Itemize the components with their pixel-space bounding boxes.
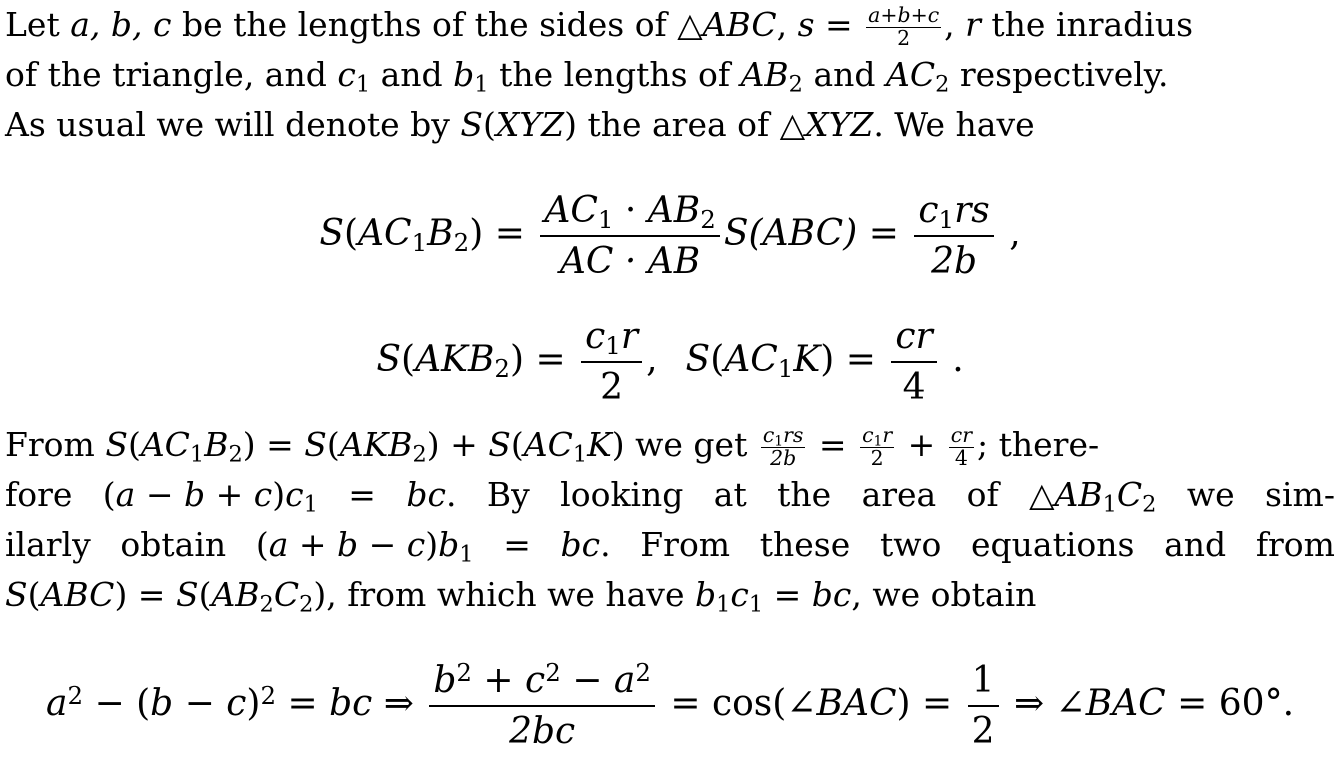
math-var: ABC (40, 575, 115, 614)
paragraph-2-line-2 (5, 470, 1335, 520)
subscript: 1 (411, 228, 428, 258)
one-half-fraction (968, 658, 999, 754)
math-var: AC (886, 55, 936, 94)
math-var: AC (724, 339, 778, 380)
subscript: 2 (494, 354, 510, 384)
subscript: 1 (605, 331, 621, 361)
equation-3 (0, 658, 1340, 754)
superscript: 2 (635, 657, 651, 687)
word: and (1164, 525, 1227, 564)
fraction-numerator (761, 423, 806, 450)
math-var: K (793, 339, 821, 380)
punctuation: . (940, 339, 964, 380)
math-var: r (620, 316, 639, 357)
math-var: S (723, 213, 749, 254)
operator: − ( (83, 683, 151, 724)
subscript: 1 (716, 591, 731, 618)
fraction-numerator: cr (891, 314, 936, 363)
c1rs-fraction (914, 188, 993, 284)
math-var: C (1116, 475, 1143, 514)
math-var: a (45, 683, 68, 724)
paren: ) (246, 683, 261, 724)
paren: ( (326, 425, 340, 464)
subscript: 1 (774, 433, 784, 450)
paren: ( (255, 525, 269, 564)
paren: ( (344, 213, 359, 254)
math-var: AB (211, 575, 260, 614)
math-var: bc (560, 525, 601, 564)
word: these (759, 525, 851, 564)
math-var: S (105, 425, 128, 464)
subscript: 2 (453, 228, 470, 258)
math-var: AKB (415, 339, 495, 380)
paren: ) (425, 525, 439, 564)
fraction-denominator: 2b (770, 445, 797, 470)
math-var: ABC (702, 5, 777, 44)
implies-symbol: ⇒ ∠ (1002, 683, 1086, 724)
paragraph-1-line-3 (5, 100, 1335, 150)
operator: + (471, 660, 526, 701)
fraction-numerator (914, 188, 993, 237)
math-var: AC (523, 425, 573, 464)
math-var: S (304, 425, 327, 464)
word: of (966, 475, 999, 514)
equation-1 (0, 188, 1340, 284)
expression (103, 470, 318, 520)
paragraph-2-line-1 (5, 420, 1335, 470)
text: ) the area of △ (564, 105, 806, 144)
text: Let (5, 5, 71, 44)
operator: ) = (896, 683, 964, 724)
fraction-denominator: 2 (971, 711, 995, 752)
subscript: 1 (597, 205, 614, 235)
math-var: S (319, 213, 344, 254)
math-var: AC (544, 190, 598, 231)
superscript: 2 (67, 680, 84, 710)
operator: ) + (426, 425, 489, 464)
text: From (5, 425, 106, 464)
fraction-denominator: 2 (897, 25, 911, 50)
math-var: (ABC) (748, 213, 858, 254)
math-var: a (613, 660, 636, 701)
word: at (713, 475, 747, 514)
fraction-denominator: 4 (902, 367, 926, 408)
paren: ( (102, 475, 116, 514)
subscript: 1 (355, 71, 371, 98)
c1rs-inline-fraction (761, 425, 806, 469)
math-var: S (5, 575, 28, 614)
math-var: AB (647, 190, 701, 231)
subscript: 2 (700, 205, 716, 235)
superscript: 2 (456, 657, 472, 687)
operator: − (560, 660, 614, 701)
math-var: AB (740, 55, 789, 94)
subscript: 2 (412, 441, 427, 468)
operator: + (897, 425, 946, 464)
operator: = cos(∠ (658, 683, 817, 724)
math-var: C (273, 575, 300, 614)
punctuation: , (646, 339, 658, 380)
word: looking (560, 475, 684, 514)
paren: ( (401, 339, 416, 380)
paren: ( (198, 575, 212, 614)
text: . We have (873, 105, 1035, 144)
math-var: b − c (150, 683, 247, 724)
math-var: bc (329, 683, 373, 724)
operator: ) = (820, 339, 888, 380)
subscript: 2 (228, 441, 243, 468)
math-var: c (762, 423, 775, 448)
math-var: b (453, 55, 475, 94)
text: , we obtain (851, 575, 1037, 614)
paragraph-1-line-2 (5, 50, 1335, 100)
text: respectively. (949, 55, 1169, 94)
text: and (802, 55, 886, 94)
fraction-numerator (540, 188, 720, 237)
math-var: XYZ (805, 105, 874, 144)
text: and (370, 55, 454, 94)
text: , (776, 5, 798, 44)
math-var: b (438, 525, 460, 564)
math-var: c (337, 55, 356, 94)
word: From (640, 525, 731, 564)
operator: = (348, 475, 376, 514)
punctuation: , (997, 213, 1021, 254)
fraction-numerator (860, 423, 894, 450)
law-of-cosines-fraction (429, 658, 655, 754)
text: ), from which we have (313, 575, 695, 614)
superscript: 2 (545, 657, 561, 687)
subscript: 2 (259, 591, 274, 618)
word: obtain (120, 525, 227, 564)
area-ratio-fraction (540, 188, 720, 284)
text: , (944, 5, 966, 44)
word: area (861, 475, 937, 514)
expression (256, 520, 474, 570)
subscript: 1 (1102, 491, 1117, 518)
expression (561, 520, 611, 570)
text: of the triangle, and (5, 55, 338, 94)
fraction-denominator: 2bc (509, 711, 576, 752)
math-var: K (587, 425, 612, 464)
math-var: a, b, c (70, 5, 172, 44)
math-var: B (204, 425, 229, 464)
text: ( (483, 105, 496, 144)
math-var: bc (406, 475, 446, 514)
text: the inradius (980, 5, 1194, 44)
expression (406, 470, 456, 520)
math-var: AB (1054, 475, 1103, 514)
math-var: S (460, 105, 484, 144)
math-var: c (525, 660, 546, 701)
subscript: 1 (748, 591, 764, 618)
subscript: 2 (1142, 491, 1157, 518)
operator: · (613, 190, 648, 231)
text: As usual we will denote by (5, 105, 461, 144)
subscript: 1 (572, 441, 588, 468)
operator: ) = (114, 575, 176, 614)
fraction-numerator: 1 (968, 658, 999, 707)
subscript: 1 (777, 354, 794, 384)
subscript: 2 (935, 71, 950, 98)
subscript: 1 (474, 71, 489, 98)
math-var: a + b − c (268, 525, 426, 564)
math-var: S (175, 575, 199, 614)
paragraph-1-line-1 (5, 0, 1335, 50)
word: we (1186, 475, 1235, 514)
math-var: a − b + c (115, 475, 273, 514)
word: fore (5, 475, 73, 514)
operator: = 60°. (1165, 683, 1295, 724)
fraction-numerator: cr (950, 423, 973, 448)
semiperimeter-fraction (866, 5, 941, 49)
math-var: c (285, 475, 304, 514)
operator: ) = (510, 339, 578, 380)
expression (1029, 470, 1156, 520)
punctuation: . (600, 525, 611, 564)
math-var: AC (140, 425, 190, 464)
math-var: B (427, 213, 454, 254)
paragraph-2-line-4 (5, 570, 1335, 620)
subscript: 1 (459, 541, 474, 568)
math-var: BAC (1085, 683, 1166, 724)
math-var: rs (954, 190, 990, 231)
equation-2 (0, 314, 1340, 410)
text: ) we get (611, 425, 758, 464)
operator: ) = (469, 213, 537, 254)
paren: ( (710, 339, 725, 380)
text: the lengths of (488, 55, 741, 94)
fraction-numerator: a+b+c (868, 3, 940, 28)
cr-inline-fraction (949, 425, 974, 469)
math-var: b (433, 660, 457, 701)
fraction-denominator: 2 (600, 367, 624, 408)
subscript: 2 (299, 591, 314, 618)
math-var: c (862, 423, 874, 448)
operator: ) = (242, 425, 305, 464)
math-var: s (797, 5, 815, 44)
subscript: 1 (938, 205, 955, 235)
math-var: S (376, 339, 402, 380)
implies-symbol: ⇒ (372, 683, 426, 724)
cr-fraction (891, 314, 936, 410)
paragraph-2-line-3 (5, 520, 1335, 570)
math-var: bc (811, 575, 852, 614)
punctuation: . (445, 475, 457, 514)
operator: = (503, 525, 531, 564)
math-var: c (730, 575, 749, 614)
word: the (777, 475, 832, 514)
paren: ) (272, 475, 286, 514)
math-var: rs (783, 423, 804, 448)
word: two (879, 525, 942, 564)
math-var: XYZ (495, 105, 565, 144)
fraction-denominator: 2b (931, 241, 978, 282)
word: equations (970, 525, 1135, 564)
math-var: r (965, 5, 981, 44)
operator: = (276, 683, 330, 724)
subscript: 1 (189, 441, 205, 468)
math-var: r (882, 423, 893, 448)
fraction-denominator: 2 (870, 445, 884, 470)
subscript: 2 (788, 71, 803, 98)
text: be the lengths of the sides of △ (171, 5, 703, 44)
paren: ( (127, 425, 141, 464)
math-var: AKB (339, 425, 413, 464)
math-var: c (585, 316, 606, 357)
word: By (486, 475, 530, 514)
fraction-numerator (581, 314, 642, 363)
word: ilarly (5, 525, 91, 564)
superscript: 2 (260, 680, 277, 710)
operator: = (857, 213, 911, 254)
math-var: BAC (816, 683, 897, 724)
fraction-numerator (429, 658, 655, 707)
fraction-denominator: 4 (954, 445, 968, 470)
operator: = (763, 575, 812, 614)
math-var: S (488, 425, 511, 464)
text: ; there- (977, 425, 1100, 464)
c1r-fraction (581, 314, 642, 410)
math-var: AC (358, 213, 412, 254)
c1r-inline-fraction (860, 425, 894, 469)
operator: = (808, 425, 858, 464)
paren: ( (510, 425, 524, 464)
math-var: c (918, 190, 939, 231)
word: sim- (1265, 475, 1335, 514)
paren: ( (27, 575, 41, 614)
subscript: 1 (303, 491, 318, 518)
math-var: S (685, 339, 711, 380)
text: = (814, 5, 864, 44)
triangle-symbol: △ (1029, 475, 1055, 514)
subscript: 1 (873, 433, 883, 450)
word: from (1255, 525, 1335, 564)
fraction-denominator: AC · AB (559, 241, 701, 282)
math-var: b (694, 575, 717, 614)
